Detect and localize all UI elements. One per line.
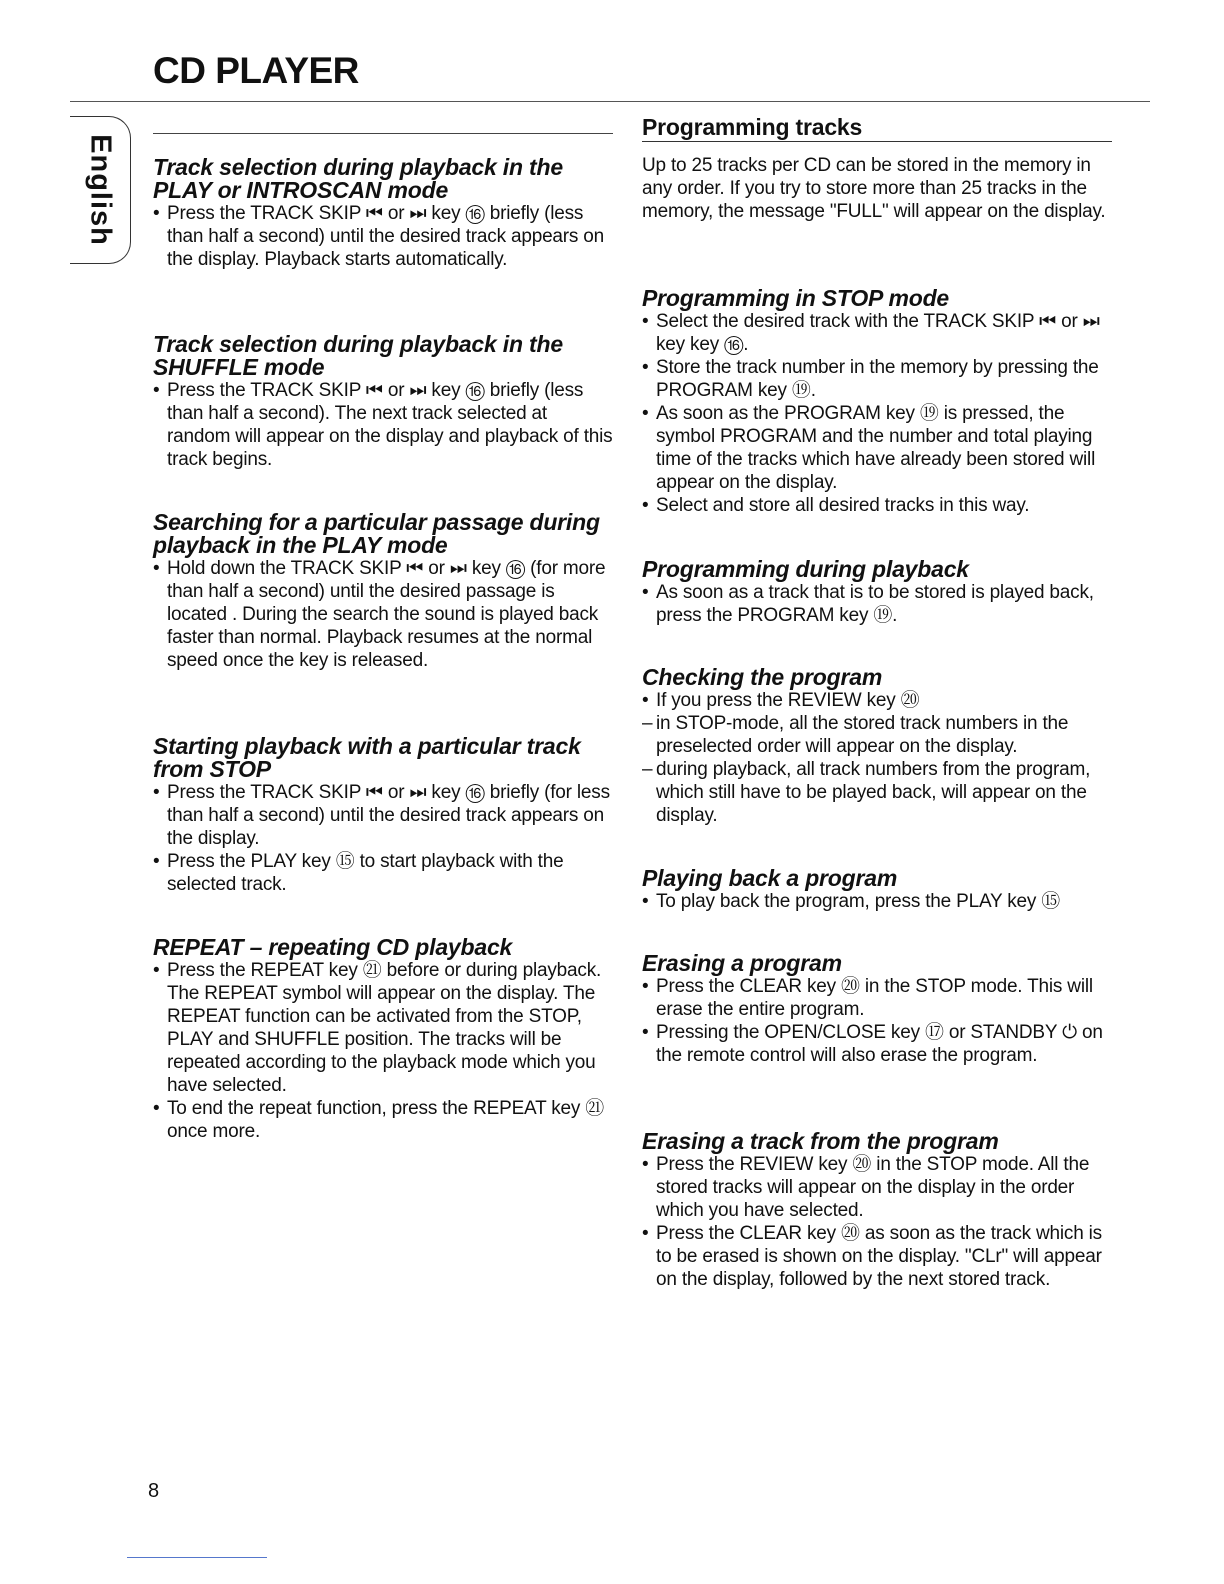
section-erasing-track <box>642 1130 1112 1291</box>
list-item: • To play back the program, press the PLAY key ⑮ <box>642 890 1112 913</box>
section-programming-stop <box>642 287 1112 517</box>
section-heading: Searching for a particular passage during playback in the PLAY mode <box>153 509 600 558</box>
intro-text: Up to 25 tracks per CD can be stored in the memory in any order. If you try to store more than 25 tracks in the memory, the message "FULL" will appear on the display. <box>642 155 1106 222</box>
left-column-rule <box>153 133 613 134</box>
section-heading: Playing back a program <box>642 865 898 891</box>
list-item: • Press the PLAY key ⑮ to start playback with the selected track. <box>153 850 613 896</box>
section-heading: REPEAT – repeating CD playback <box>153 934 513 960</box>
list-item: • Press the CLEAR key ⑳ in the STOP mode. This will erase the entire program. <box>642 975 1112 1021</box>
section-programming-tracks <box>642 116 1112 223</box>
section-checking-program <box>642 666 1112 827</box>
section-playing-back-program <box>642 867 1112 913</box>
section-heading: Programming tracks <box>642 116 1112 142</box>
section-heading: Programming in STOP mode <box>642 285 950 311</box>
list-item: • Press the TRACK SKIP ⏮ or ⏭ key ⑯ briefly (less than half a second). The next track selected at random will appear on the display and playback of this track begins. <box>153 379 613 471</box>
list-item: • Pressing the OPEN/CLOSE key ⑰ or STANDBY ⏻ on the remote control will also erase the program. <box>642 1021 1112 1067</box>
section-starting-playback <box>153 735 613 896</box>
list-item: • Press the REPEAT key ㉑ before or during playback. The REPEAT symbol will appear on the display. The REPEAT function can be activated from the STOP, PLAY and SHUFFLE position. The tracks will be repeated according to the playback mode which you have selected. <box>153 959 613 1097</box>
list-item: • Select and store all desired tracks in this way. <box>642 494 1112 517</box>
list-item: • Press the CLEAR key ⑳ as soon as the track which is to be erased is shown on the display. "CLr" will appear on the display, followed by the next stored track. <box>642 1222 1112 1291</box>
list-item: • Press the TRACK SKIP ⏮ or ⏭ key ⑯ briefly (for less than half a second) until the desired track appears on the display. <box>153 781 613 850</box>
sub-list-item: – in STOP-mode, all the stored track numbers in the preselected order will appear on the display. <box>642 712 1112 758</box>
section-heading: Erasing a program <box>642 950 842 976</box>
section-searching-passage <box>153 511 613 672</box>
section-heading: Checking the program <box>642 664 883 690</box>
list-item: • Store the track number in the memory by pressing the PROGRAM key ⑲. <box>642 356 1112 402</box>
section-repeat <box>153 936 613 1143</box>
list-item: • As soon as the PROGRAM key ⑲ is pressed, the symbol PROGRAM and the number and total playing time of the tracks which have already been stored will appear on the display. <box>642 402 1112 494</box>
section-heading: Track selection during playback in the PLAY or INTROSCAN mode <box>153 154 563 203</box>
list-item: • To end the repeat function, press the REPEAT key ㉑ once more. <box>153 1097 613 1143</box>
footer-divider <box>127 1557 267 1558</box>
section-erasing-program <box>642 952 1112 1067</box>
list-item: • Select the desired track with the TRACK SKIP ⏮ or ⏭ key key ⑯. <box>642 310 1112 356</box>
language-label: English <box>84 134 117 246</box>
section-track-selection-shuffle <box>153 333 613 471</box>
language-tab <box>70 116 131 264</box>
page-title: CD PLAYER <box>153 50 359 91</box>
list-item: • Press the REVIEW key ⑳ in the STOP mode. All the stored tracks will appear on the display in the order which you have selected. <box>642 1153 1112 1222</box>
section-heading: Programming during playback <box>642 556 969 582</box>
section-heading: Erasing a track from the program <box>642 1128 999 1154</box>
header-divider <box>70 101 1150 102</box>
page-number: 8 <box>148 1480 160 1502</box>
section-programming-during-playback <box>642 558 1112 627</box>
list-item: • Hold down the TRACK SKIP ⏮ or ⏭ key ⑯ (for more than half a second) until the desired passage is located . During the search the sound is played back faster than normal. Playback resumes at the normal speed once the key is released. <box>153 557 613 672</box>
section-heading: Track selection during playback in the SHUFFLE mode <box>153 331 563 380</box>
sub-list-item: – during playback, all track numbers from the program, which still have to be played back, will appear on the display. <box>642 758 1112 827</box>
section-track-selection-play <box>153 156 613 271</box>
list-item: • As soon as a track that is to be stored is played back, press the PROGRAM key ⑲. <box>642 581 1112 627</box>
section-heading: Starting playback with a particular track from STOP <box>153 733 581 782</box>
list-item: • If you press the REVIEW key ⑳ <box>642 689 1112 712</box>
list-item: • Press the TRACK SKIP ⏮ or ⏭ key ⑯ briefly (less than half a second) until the desired track appears on the display. Playback starts automatically. <box>153 202 613 271</box>
